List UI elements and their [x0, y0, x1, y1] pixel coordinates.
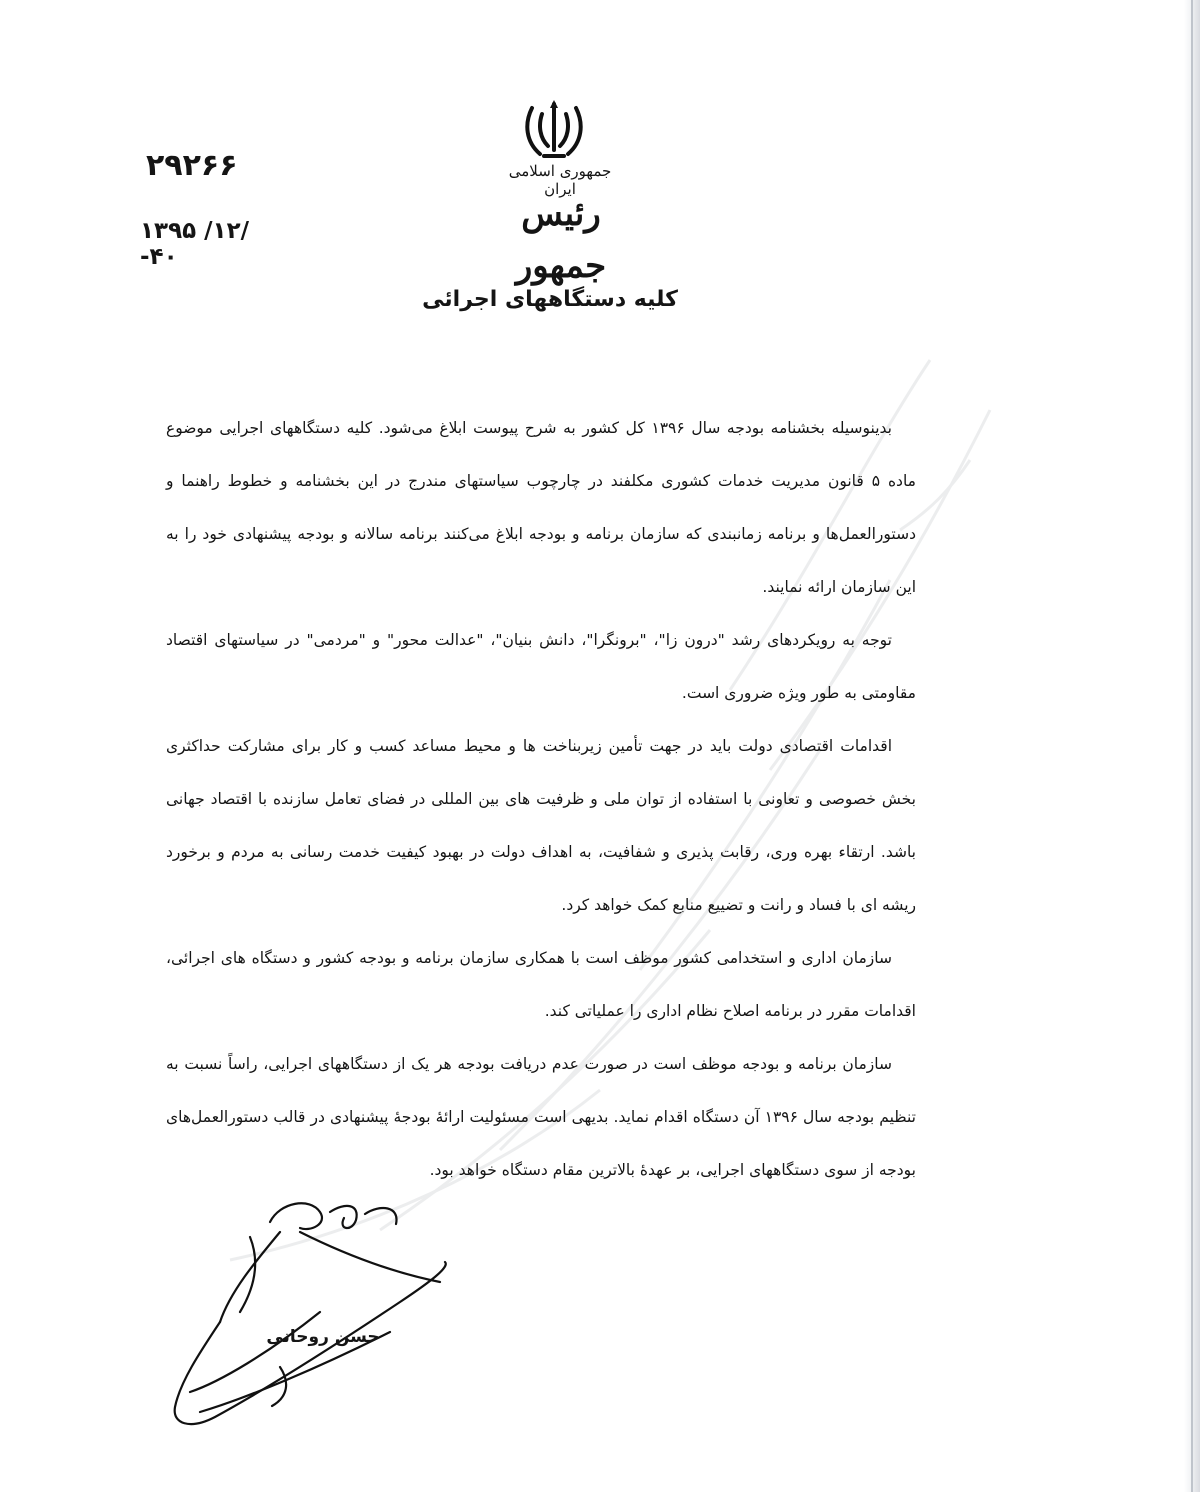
issuer-title: جمهوری اسلامی ایران [508, 162, 612, 198]
reference-number: ۲۹۲۶۶ [146, 148, 238, 183]
body-paragraph: اقدامات اقتصادی دولت باید در جهت تأمین زیربناخت ها و محیط مساعد کسب و کار برای مشارکت حداکثری بخش خصوصی و تعاونی با استفاده از توان ملی و ظرفیت های بین المللی در فضای تعامل سازنده با اقتصاد جهانی باشد. ارتقاء بهره وری، رقابت پذیری و شفافیت، به اهداف دولت در بهبود کیفیت خدمت رسانی به مردم و برخورد ریشه ای با فساد و رانت و تضییع منابع کمک خواهد کرد. [166, 737, 916, 914]
letter-body [166, 402, 916, 1197]
issuer-office: رئیس جمهور [515, 194, 607, 286]
body-paragraph: سازمان برنامه و بودجه موظف است در صورت عدم دریافت بودجه هر یک از دستگاههای اجرایی، راساً نسبت به تنظیم بودجه سال ۱۳۹۶ آن دستگاه اقدام نماید. بدیهی است مسئولیت ارائهٔ بودجهٔ پیشنهادی در قالب دستورالعمل‌های بودجه از سوی دستگاههای اجرایی، بر عهدهٔ بالاترین مقام دستگاه خواهد بود. [166, 1055, 916, 1179]
reference-date: ۱۳۹۵ /۱۲/ -۴۰ [140, 218, 250, 270]
signatory-name: حسن روحانی [266, 1327, 380, 1347]
handwritten-signature [160, 1192, 460, 1442]
body-paragraph: بدینوسیله بخشنامه بودجه سال ۱۳۹۶ کل کشور به شرح پیوست ابلاغ می‌شود. کلیه دستگاههای اجرایی موضوع ماده ۵ قانون مدیریت خدمات کشوری مکلفند در چارچوب سیاستهای مندرج در این بخشنامه و خطوط راهنما و دستورالعمل‌ها و برنامه زمانبندی که سازمان برنامه و بودجه ابلاغ می‌کنند برنامه سالانه و بودجه پیشنهادی خود را به این سازمان ارائه نمایند. [166, 419, 916, 596]
body-paragraph: توجه به رویکردهای رشد "درون زا"، "برونگرا"، دانش بنیان"، "عدالت محور" و "مردمی" در سیاستهای اقتصاد مقاومتی به طور ویژه ضروری است. [166, 631, 916, 702]
scan-edge [1184, 0, 1200, 1492]
body-paragraph: سازمان اداری و استخدامی کشور موظف است با همکاری سازمان برنامه و بودجه کشور و دستگاه های اجرائی، اقدامات مقرر در برنامه اصلاح نظام اداری را عملیاتی کند. [166, 949, 916, 1020]
recipient-heading: کلیه دستگاههای اجرائی [422, 287, 678, 312]
iran-emblem-icon [522, 98, 586, 164]
